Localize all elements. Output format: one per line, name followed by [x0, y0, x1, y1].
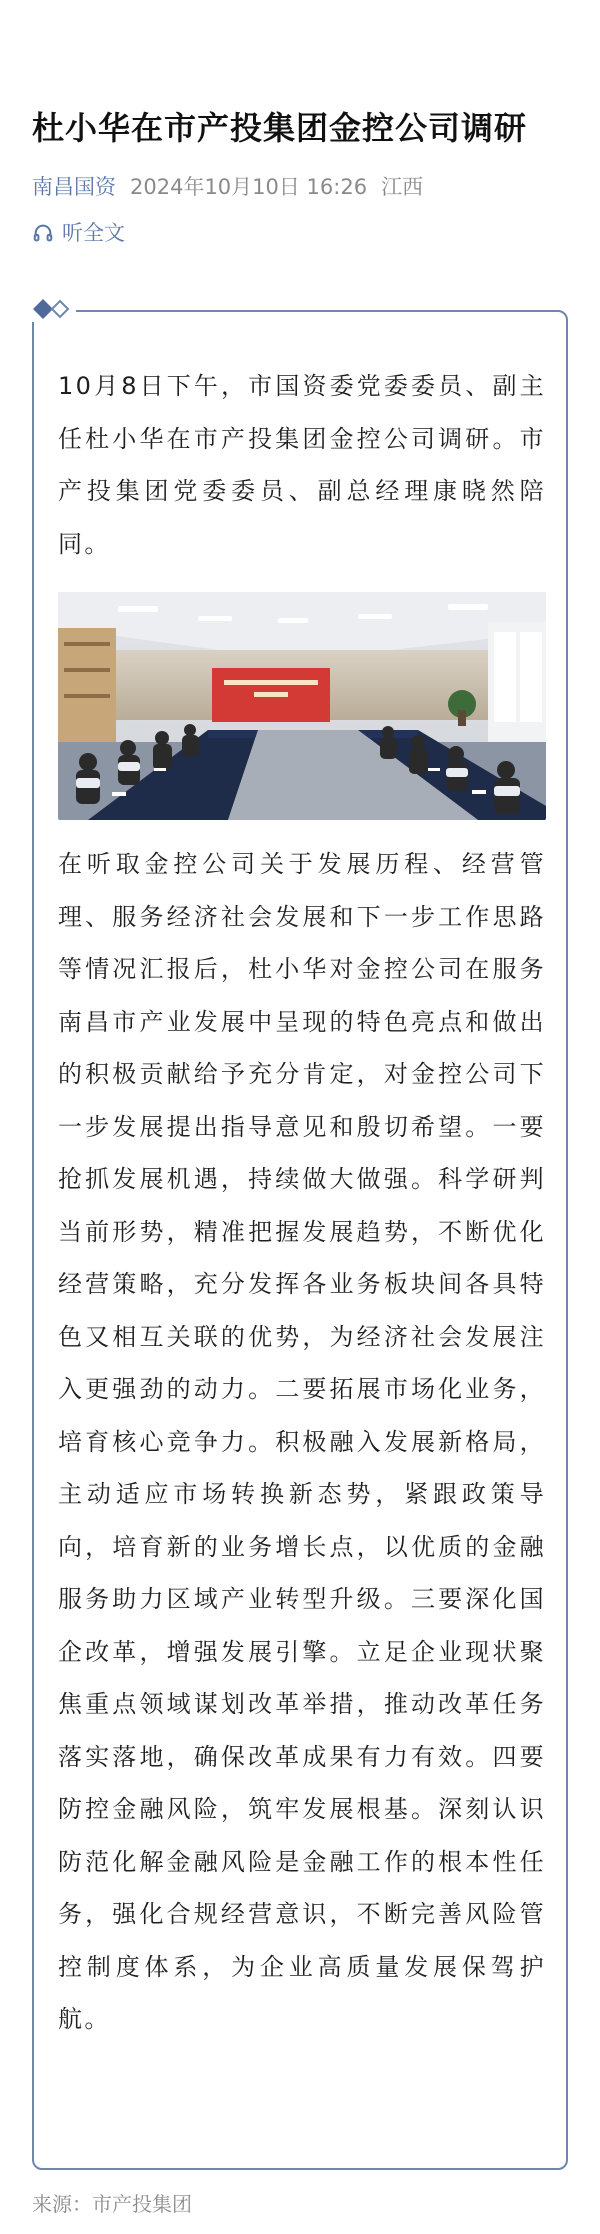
diamond-ornament-icon — [30, 296, 76, 322]
article-meta — [32, 172, 423, 202]
article-paragraph: 10月8日下午，市国资委党委委员、副主任杜小华在市产投集团金控公司调研。市产投集团党委委员、副总经理康晓然陪同。 — [58, 372, 546, 558]
article-title: 杜小华在市产投集团金控公司调研 — [32, 109, 528, 147]
meeting-photo[interactable] — [58, 592, 546, 820]
article-footer-source: 来源：市产投集团 — [32, 2192, 192, 2216]
meeting-room-image — [58, 592, 546, 820]
article-paragraph: 在听取金控公司关于发展历程、经营管理、服务经济社会发展和下一步工作思路等情况汇报后，杜小华对金控公司在服务南昌市产业发展中呈现的特色亮点和做出的积极贡献给予充分肯定，对金控公司下一步发展提出指导意见和殷切希望。一要抢抓发展机遇，持续做大做强。科学研判当前形势，精准把握发展趋势，不断优化经营策略，充分发挥各业务板块间各具特色又相互关联的优势，为经济社会发展注入更强劲的动力。二要拓展市场化业务，培育核心竞争力。积极融入发展新格局，主动适应市场转换新态势，紧跟政策导向，培育新的业务增长点，以优质的金融服务助力区域产业转型升级。三要深化国企改革，增强发展引擎。立足企业现状聚焦重点领域谋划改革举措，推动改革任务落实落地，确保改革成果有力有效。四要防控金融风险，筑牢发展根基。深刻认识防范化解金融风险是金融工作的根本性任务，强化合规经营意识，不断完善风险管控制度体系，为企业高质量发展保驾护航。 — [58, 850, 546, 2033]
publish-region: 江西 — [381, 175, 424, 199]
headphones-icon — [32, 222, 54, 244]
listen-full-text-button[interactable] — [32, 218, 125, 248]
publish-datetime: 2024年10月10日 16:26 — [130, 175, 368, 199]
source-account-link[interactable]: 南昌国资 — [32, 175, 116, 199]
listen-label: 听全文 — [62, 221, 125, 245]
